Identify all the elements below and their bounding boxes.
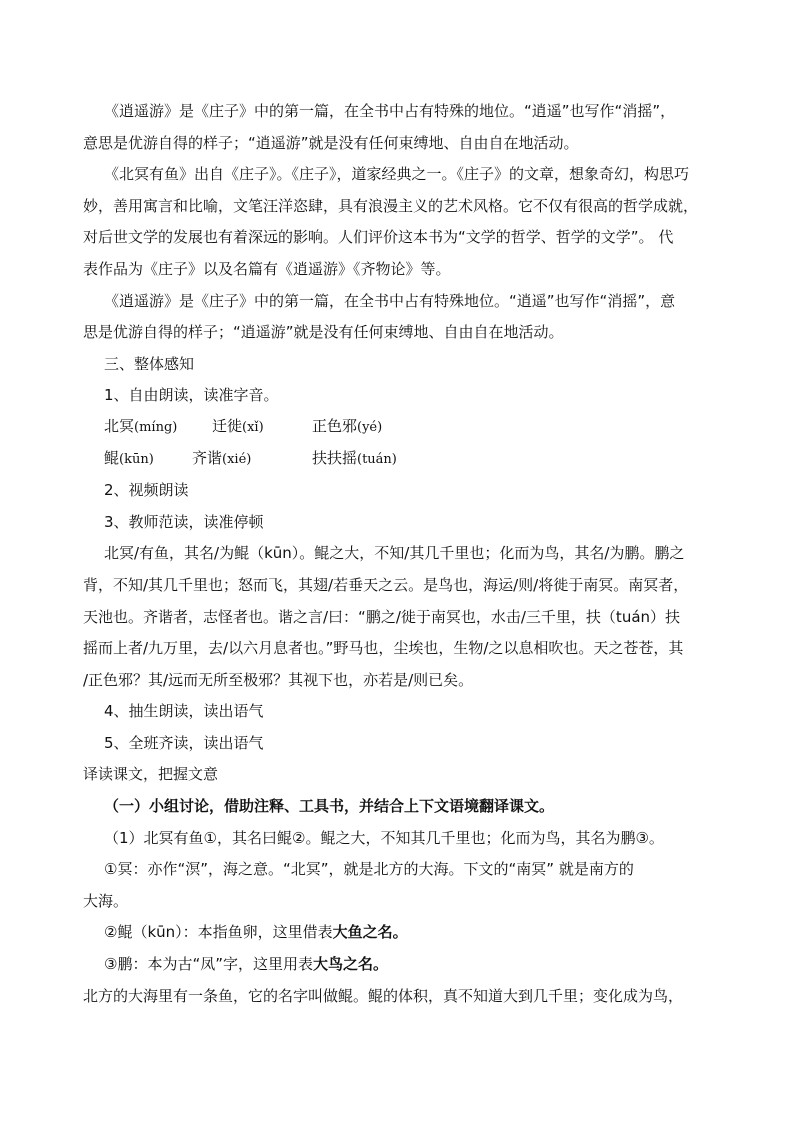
step-4: 4、抽生朗读，读出语气	[104, 702, 264, 721]
pinyin-entry: 齐谐(xié)	[192, 449, 252, 468]
step-2: 2、视频朗读	[104, 481, 189, 500]
text-line: /正色邪？其/远而无所至极邪？其视下也，亦若是/则已矣。	[83, 670, 474, 689]
text-line: 意思是优游自得的样子；“逍遥游”就是没有任何束缚地、自由自在地活动。	[83, 133, 579, 152]
translate-heading: 译读课文，把握文意	[83, 765, 219, 784]
translation-line: 北方的大海里有一条鱼，它的名字叫做鲲。鲲的体积，真不知道大到几千里；变化成为鸟，	[83, 986, 684, 1005]
pinyin-entry: 北冥(míng)	[104, 417, 178, 436]
step-3: 3、教师范读，读准停顿	[104, 512, 264, 531]
step-5: 5、全班齐读，读出语气	[104, 733, 264, 752]
text-line: 表作品为《庄子》以及名篇有《逍遥游》《齐物论》等。	[83, 259, 451, 278]
pinyin-row	[104, 412, 736, 444]
paragraph-xiaoyaoyou-intro	[83, 96, 736, 159]
pinyin-row	[104, 444, 736, 476]
pinyin-entry: 迁徙(xǐ)	[212, 417, 264, 436]
text-line: 天池也。齐谐者，志怪者也。谐之言/曰：“鹏之/徙于南冥也，水击/三千里，扶（tuán）扶	[83, 607, 681, 626]
text-line: 对后世文学的发展也有着深远的影响。人们评价这本书为“文学的哲学、哲学的文学”。 代	[83, 228, 674, 247]
reading-passage	[83, 538, 736, 696]
note-3: ③鹏：本为古“凤”字，这里用表大鸟之名。	[104, 955, 389, 974]
text-line: 背，不知/其几千里也；怒而飞，其翅/若垂天之云。是鸟也，海运/则/将徙于南冥。南冥者，	[83, 575, 689, 594]
text-line: 思是优游自得的样子；“逍遥游”就是没有任何束缚地、自由自在地活动。	[83, 323, 564, 342]
text-line: 《逍遥游》是《庄子》中的第一篇，在全书中占有特殊地位。“逍遥”也写作“消摇”，意	[104, 291, 676, 310]
document-page	[83, 96, 736, 1012]
text-line: 妙，善用寓言和比喻，文笔汪洋恣肆，具有浪漫主义的艺术风格。它不仅有很高的哲学成就，	[83, 196, 699, 215]
text-line: 大海。	[83, 891, 129, 910]
text-line: ①冥：亦作“溟”，海之意。“北冥”，就是北方的大海。下文的“南冥” 就是南方的	[104, 860, 634, 879]
text-line: 北冥/有鱼，其名/为鲲（kūn）。鲲之大，不知/其几千里也；化而为鸟，其名/为鹏。鹏之	[104, 544, 685, 563]
text-line: 摇而上者/九万里，去/以六月息者也。”野马也，尘埃也，生物/之以息相吹也。天之苍苍，其	[83, 639, 684, 658]
note-1	[83, 854, 736, 917]
text-line: 《北冥有鱼》出自《庄子》。《庄子》，道家经典之一。《庄子》的文章，想象奇幻，构思巧	[104, 165, 690, 184]
pinyin-entry: 鲲(kūn)	[104, 449, 154, 468]
section-heading: 三、整体感知	[104, 354, 195, 373]
note-2: ②鲲（kūn）：本指鱼卵，这里借表大鱼之名。	[104, 923, 408, 942]
translate-subheading: （一）小组讨论，借助注释、工具书，并结合上下文语境翻译课文。	[104, 797, 555, 816]
pinyin-entry: 正色邪(yé)	[312, 417, 383, 436]
paragraph-beiming-source	[83, 159, 736, 285]
pinyin-entry: 扶扶摇(tuán)	[312, 449, 397, 468]
text-line: 《逍遥游》是《庄子》中的第一篇，在全书中占有特殊的地位。“逍遥”也写作“消摇”，	[104, 102, 676, 120]
step-1: 1、自由朗读，读准字音。	[104, 386, 279, 405]
paragraph-xiaoyaoyou-repeat	[83, 286, 736, 349]
translate-item-1: （1）北冥有鱼①，其名曰鲲②。鲲之大，不知其几千里也；化而为鸟，其名为鹏③。	[104, 828, 664, 847]
